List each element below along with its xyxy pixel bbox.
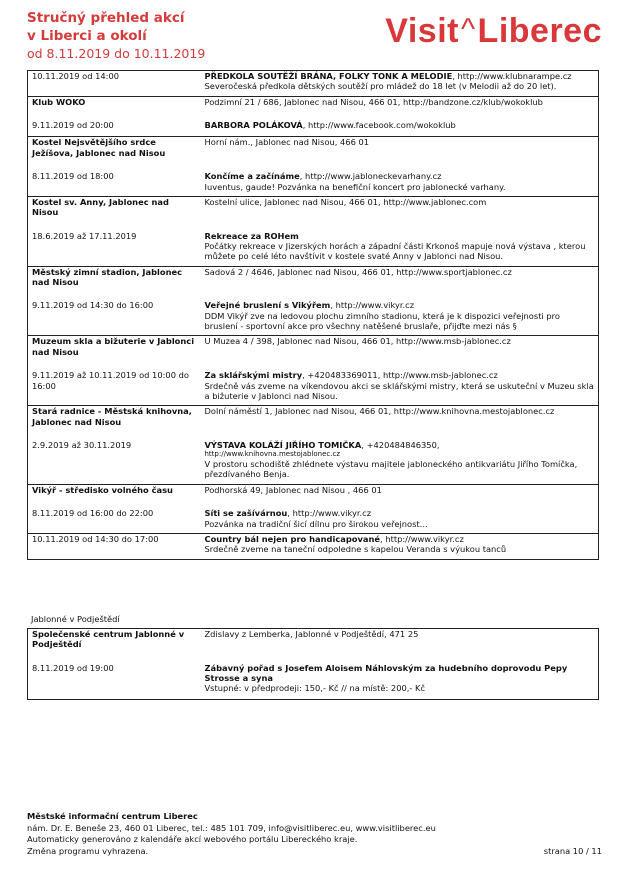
table-row — [28, 231, 599, 267]
event-title: Veřejné bruslení s Vikýřem — [204, 300, 331, 311]
logo-text-left: Visit — [385, 12, 459, 50]
page-header — [27, 10, 602, 68]
table-row — [28, 406, 599, 427]
event-title: Zábavný pořad s Josefem Aloisem Náhlovským za hudebního doprovodu Pepy Strosse a syna — [204, 662, 568, 684]
table-row — [28, 71, 599, 97]
venue-name: Městský zimní stadion, Jablonec nad Nisou — [32, 266, 183, 288]
event-details — [201, 440, 599, 484]
table-row — [28, 663, 599, 700]
venue-name: Kostel Nejsvětějšího srdce Ježíšova, Jablonec nad Nisou — [32, 137, 166, 158]
event-title: Country bál nejen pro handicapované — [204, 533, 381, 544]
event-date: 9.11.2019 až 10.11.2019 od 10:00 do 16:00 — [32, 370, 189, 391]
venue-address: U Muzea 4 / 398, Jablonec nad Nisou, 466 01, http://www.msb-jablonec.cz — [204, 336, 511, 347]
logo-text-right: Liberec — [477, 12, 602, 50]
venue-address: Zdislavy z Lemberka, Jablonné v Podještědí, 471 25 — [204, 629, 419, 639]
events-table — [27, 70, 599, 560]
table-row — [28, 370, 599, 406]
event-description: Srdečně vás zveme na víkendovou akci se sklářskými mistry, která se uskuteční v Muzeu skla a bižuterie v Jablonci nad Nisou. — [204, 380, 594, 401]
event-url[interactable]: , +420483369011, http://www.msb-jablonec.cz — [302, 370, 498, 381]
venue-name: Muzeum skla a bižuterie v Jablonci nad Nisou — [32, 336, 195, 357]
event-details — [201, 508, 599, 533]
table-row — [28, 96, 599, 107]
event-details — [201, 120, 599, 137]
event-details — [201, 231, 599, 267]
event-url[interactable]: , http://www.vikyr.cz — [380, 533, 464, 544]
event-title: BARBORA POLÁKOVÁ — [204, 120, 303, 131]
event-url[interactable]: http://www.knihovna.mestojablonec.cz — [204, 450, 340, 459]
event-date: 9.11.2019 od 20:00 — [32, 120, 114, 131]
event-url[interactable]: , http://www.vikyr.cz — [287, 508, 372, 519]
event-date: 9.11.2019 od 14:30 do 16:00 — [32, 300, 154, 311]
table-row — [28, 336, 599, 357]
title-block — [27, 10, 205, 63]
table-row — [28, 533, 599, 559]
page-footer — [27, 811, 602, 857]
footer-address: nám. Dr. E. Beneše 23, 460 01 Liberec, tel.: 485 101 709, info@visitliberec.eu, www.visitliberec.eu — [27, 822, 436, 833]
event-date: 10.11.2019 od 14:30 do 17:00 — [32, 533, 159, 544]
event-description: Pozvánka na tradiční šicí dílnu pro širokou veřejnost... — [204, 518, 428, 529]
events-table-region2 — [27, 628, 599, 700]
event-url[interactable]: , http://www.jabloneckevarhany.cz — [299, 171, 442, 182]
visit-liberec-logo — [385, 11, 602, 53]
event-description: Počátky rekreace v Jizerských horách a západní části Krkonoš mapuje nová výstava , kterou můžete po celé léto navštívit v kostele svaté Anny v Jablonci nad Nisou. — [204, 240, 586, 262]
event-date: 10.11.2019 od 14:00 — [32, 71, 120, 81]
event-title: Končíme a začínáme — [204, 171, 300, 182]
venue-name: Klub WOKO — [32, 96, 86, 107]
venue-name: Vikýř - středisko volného času — [32, 484, 173, 495]
region-label: Jablonné v Podještědí — [31, 614, 120, 624]
event-date: 8.11.2019 od 16:00 do 22:00 — [32, 508, 154, 519]
table-row — [28, 300, 599, 336]
venue-address: Kostelní ulice, Jablonec nad Nisou, 466 01, http://www.jablonec.com — [204, 196, 487, 207]
table-row — [28, 440, 599, 484]
footer-disclaimer: Změna programu vyhrazena. — [27, 845, 149, 856]
event-date: 8.11.2019 od 18:00 — [32, 171, 114, 182]
event-phone: , +420484846350, — [361, 439, 440, 450]
table-row — [28, 120, 599, 137]
table-row — [28, 484, 599, 495]
table-row — [28, 137, 599, 158]
table-row — [28, 508, 599, 533]
footer-note: Automaticky generováno z kalendáře akcí webového portálu Libereckého kraje. — [27, 834, 358, 844]
venue-name: Společenské centrum Jablonné v Podještědí — [32, 629, 185, 650]
event-description: Iuventus, gaude! Pozvánka na benefiční koncert pro jablonecké varhany. — [204, 181, 506, 192]
title-line-2: v Liberci a okolí — [27, 27, 147, 44]
event-description: V prostoru schodiště zhlédnete výstavu majitele jabloneckého antikvariátu Jiřího Tomíčka, přezdívaného Benja. — [204, 459, 578, 480]
venue-address: Dolní náměstí 1, Jablonec nad Nisou, 466 01, http://www.knihovna.mestojablonec.cz — [204, 406, 555, 417]
event-title: Za sklářskými mistry — [204, 370, 303, 381]
event-url[interactable]: , http://www.facebook.com/wokoklub — [302, 120, 456, 131]
event-url[interactable]: , http://www.vikyr.cz — [330, 300, 415, 311]
event-title: PŘEDKOLA SOUTĚŽÍ BRÁNA, FOLKY TONK A MELODIE — [204, 71, 453, 81]
table-row — [28, 196, 599, 217]
event-details — [201, 300, 599, 336]
venue-address: Sadová 2 / 4646, Jablonec nad Nisou, 466 01, http://www.sportjablonec.cz — [204, 266, 512, 277]
event-description: Vstupné: v předprodeji: 150,- Kč // na místě: 200,- Kč — [204, 683, 426, 694]
event-url[interactable]: , http://www.klubnarampe.cz — [452, 71, 572, 81]
event-details — [201, 71, 599, 97]
event-details — [201, 370, 599, 406]
event-title: Rekreace za ROHem — [204, 230, 299, 241]
table-row — [28, 171, 599, 196]
venue-address: Podhorská 49, Jablonec nad Nisou , 466 01 — [204, 484, 382, 495]
event-date: 8.11.2019 od 19:00 — [32, 662, 114, 673]
footer-org: Městské informační centrum Liberec — [27, 811, 198, 821]
event-title: VÝSTAVA KOLÁŽÍ JIŘÍHO TOMIČKA — [204, 439, 362, 450]
event-date: 18.6.2019 až 17.11.2019 — [32, 230, 137, 241]
table-row — [28, 266, 599, 287]
page-number: strana 10 / 11 — [543, 845, 602, 856]
logo-caret: ^ — [460, 13, 476, 46]
title-line-1: Stručný přehled akcí — [27, 10, 185, 26]
event-title: Síti se zašívárnou — [204, 508, 288, 519]
event-date: 2.9.2019 až 30.11.2019 — [32, 439, 132, 450]
venue-name: Stará radnice - Městská knihovna, Jablonec nad Nisou — [32, 406, 192, 427]
event-details — [201, 663, 599, 700]
table-row — [28, 629, 599, 650]
event-details — [201, 533, 599, 559]
venue-address: Podzimní 21 / 686, Jablonec nad Nisou, 466 01, http://bandzone.cz/klub/wokoklub — [204, 96, 543, 107]
event-description: Severočeská předkola dětských soutěží pro mládež do 18 let (v Melodii až do 20 let). — [204, 81, 557, 92]
date-range: od 8.11.2019 do 10.11.2019 — [27, 46, 206, 61]
event-description: Srdečně zveme na taneční odpoledne s kapelou Veranda s výukou tanců — [204, 544, 507, 555]
venue-name: Kostel sv. Anny, Jablonec nad Nisou — [32, 196, 169, 218]
event-details — [201, 171, 599, 196]
venue-address: Horní nám., Jablonec nad Nisou, 466 01 — [204, 137, 370, 148]
event-description: DDM Vikýř zve na ledovou plochu zimního stadionu, která je k dispozici veřejnosti pro bruslení - sportovní akce pro všechny natěšené bruslaře, přijďte mezi nás § — [204, 310, 560, 332]
